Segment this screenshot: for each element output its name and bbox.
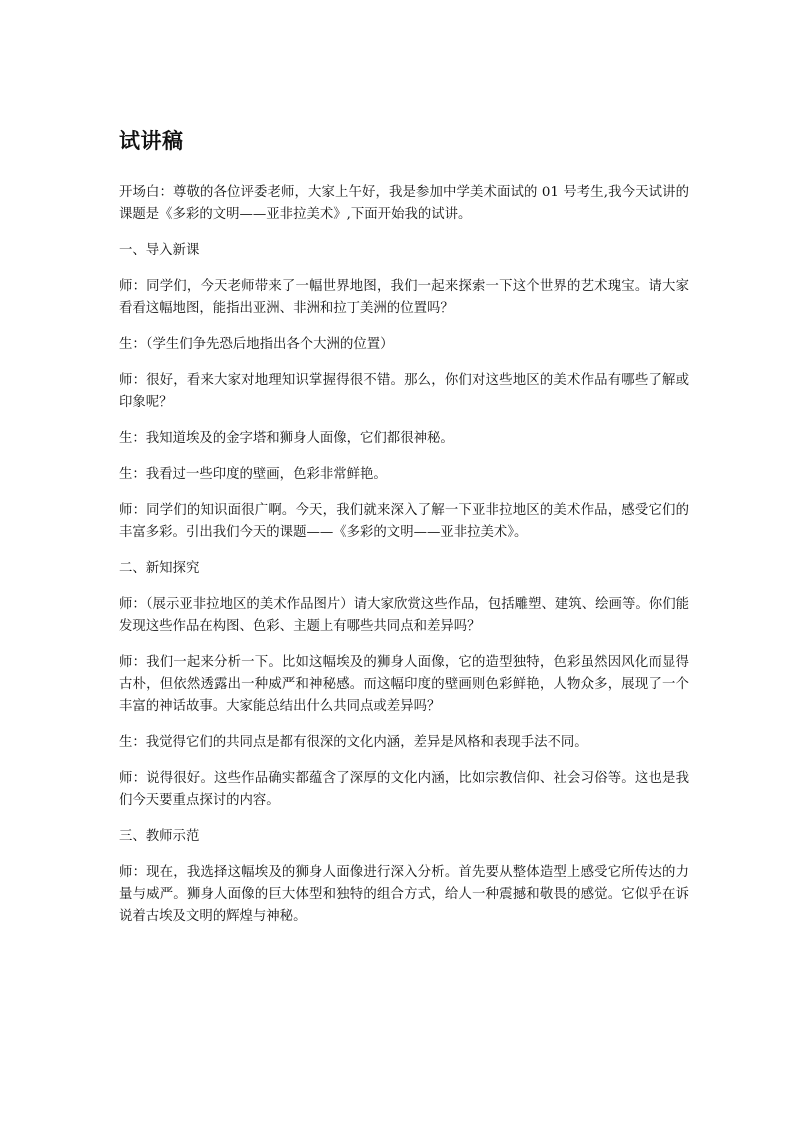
document-title: 试讲稿: [119, 129, 184, 153]
student-line: 生：（学生们争先恐后地指出各个大洲的位置）: [119, 337, 394, 352]
teacher-line: 师：同学们的知识面很广啊。今天，我们就来深入了解一下亚非拉地区的美术作品，感受它们的丰富多彩。引出我们今天的课题——《多彩的文明——亚非拉美术》。: [119, 503, 689, 540]
teacher-line: 师：现在，我选择这幅埃及的狮身人面像进行深入分析。首先要从整体造型上感受它所传达的力量与威严。狮身人面像的巨大体型和独特的组合方式，给人一种震撼和敬畏的感觉。它似乎在诉说着古埃及文明的辉煌与神秘。: [119, 865, 689, 924]
student-line: 生：我看过一些印度的壁画，色彩非常鲜艳。: [119, 467, 387, 482]
section-heading-explore: 二、新知探究: [119, 561, 200, 576]
teacher-line: 师：很好，看来大家对地理知识掌握得很不错。那么，你们对这些地区的美术作品有哪些了解或印象呢？: [119, 373, 689, 410]
teacher-line: 师：说得很好。这些作品确实都蕴含了深厚的文化内涵，比如宗教信仰、社会习俗等。这也是我们今天要重点探讨的内容。: [119, 771, 689, 808]
teacher-line: 师：同学们，今天老师带来了一幅世界地图，我们一起来探索一下这个世界的艺术瑰宝。请大家看看这幅地图，能指出亚洲、非洲和拉丁美洲的位置吗？: [119, 279, 689, 316]
opening-paragraph: 开场白：尊敬的各位评委老师，大家上午好，我是参加中学美术面试的 01 号考生,我今天试讲的课题是《多彩的文明——亚非拉美术》,下面开始我的试讲。: [119, 185, 689, 222]
section-heading-intro: 一、导入新课: [119, 243, 200, 258]
teacher-line: 师：我们一起来分析一下。比如这幅埃及的狮身人面像，它的造型独特，色彩虽然因风化而显得古朴，但依然透露出一种威严和神秘感。而这幅印度的壁画则色彩鲜艳，人物众多，展现了一个丰富的神话故事。大家能总结出什么共同点或差异吗？: [119, 655, 689, 714]
document-body: [119, 126, 689, 942]
student-line: 生：我觉得它们的共同点是都有很深的文化内涵，差异是风格和表现手法不同。: [119, 735, 588, 750]
section-heading-demo: 三、教师示范: [119, 829, 200, 844]
student-line: 生：我知道埃及的金字塔和狮身人面像，它们都很神秘。: [119, 431, 454, 446]
teacher-line: 师：（展示亚非拉地区的美术作品图片）请大家欣赏这些作品，包括雕塑、建筑、绘画等。你们能发现这些作品在构图、色彩、主题上有哪些共同点和差异吗？: [119, 597, 689, 634]
